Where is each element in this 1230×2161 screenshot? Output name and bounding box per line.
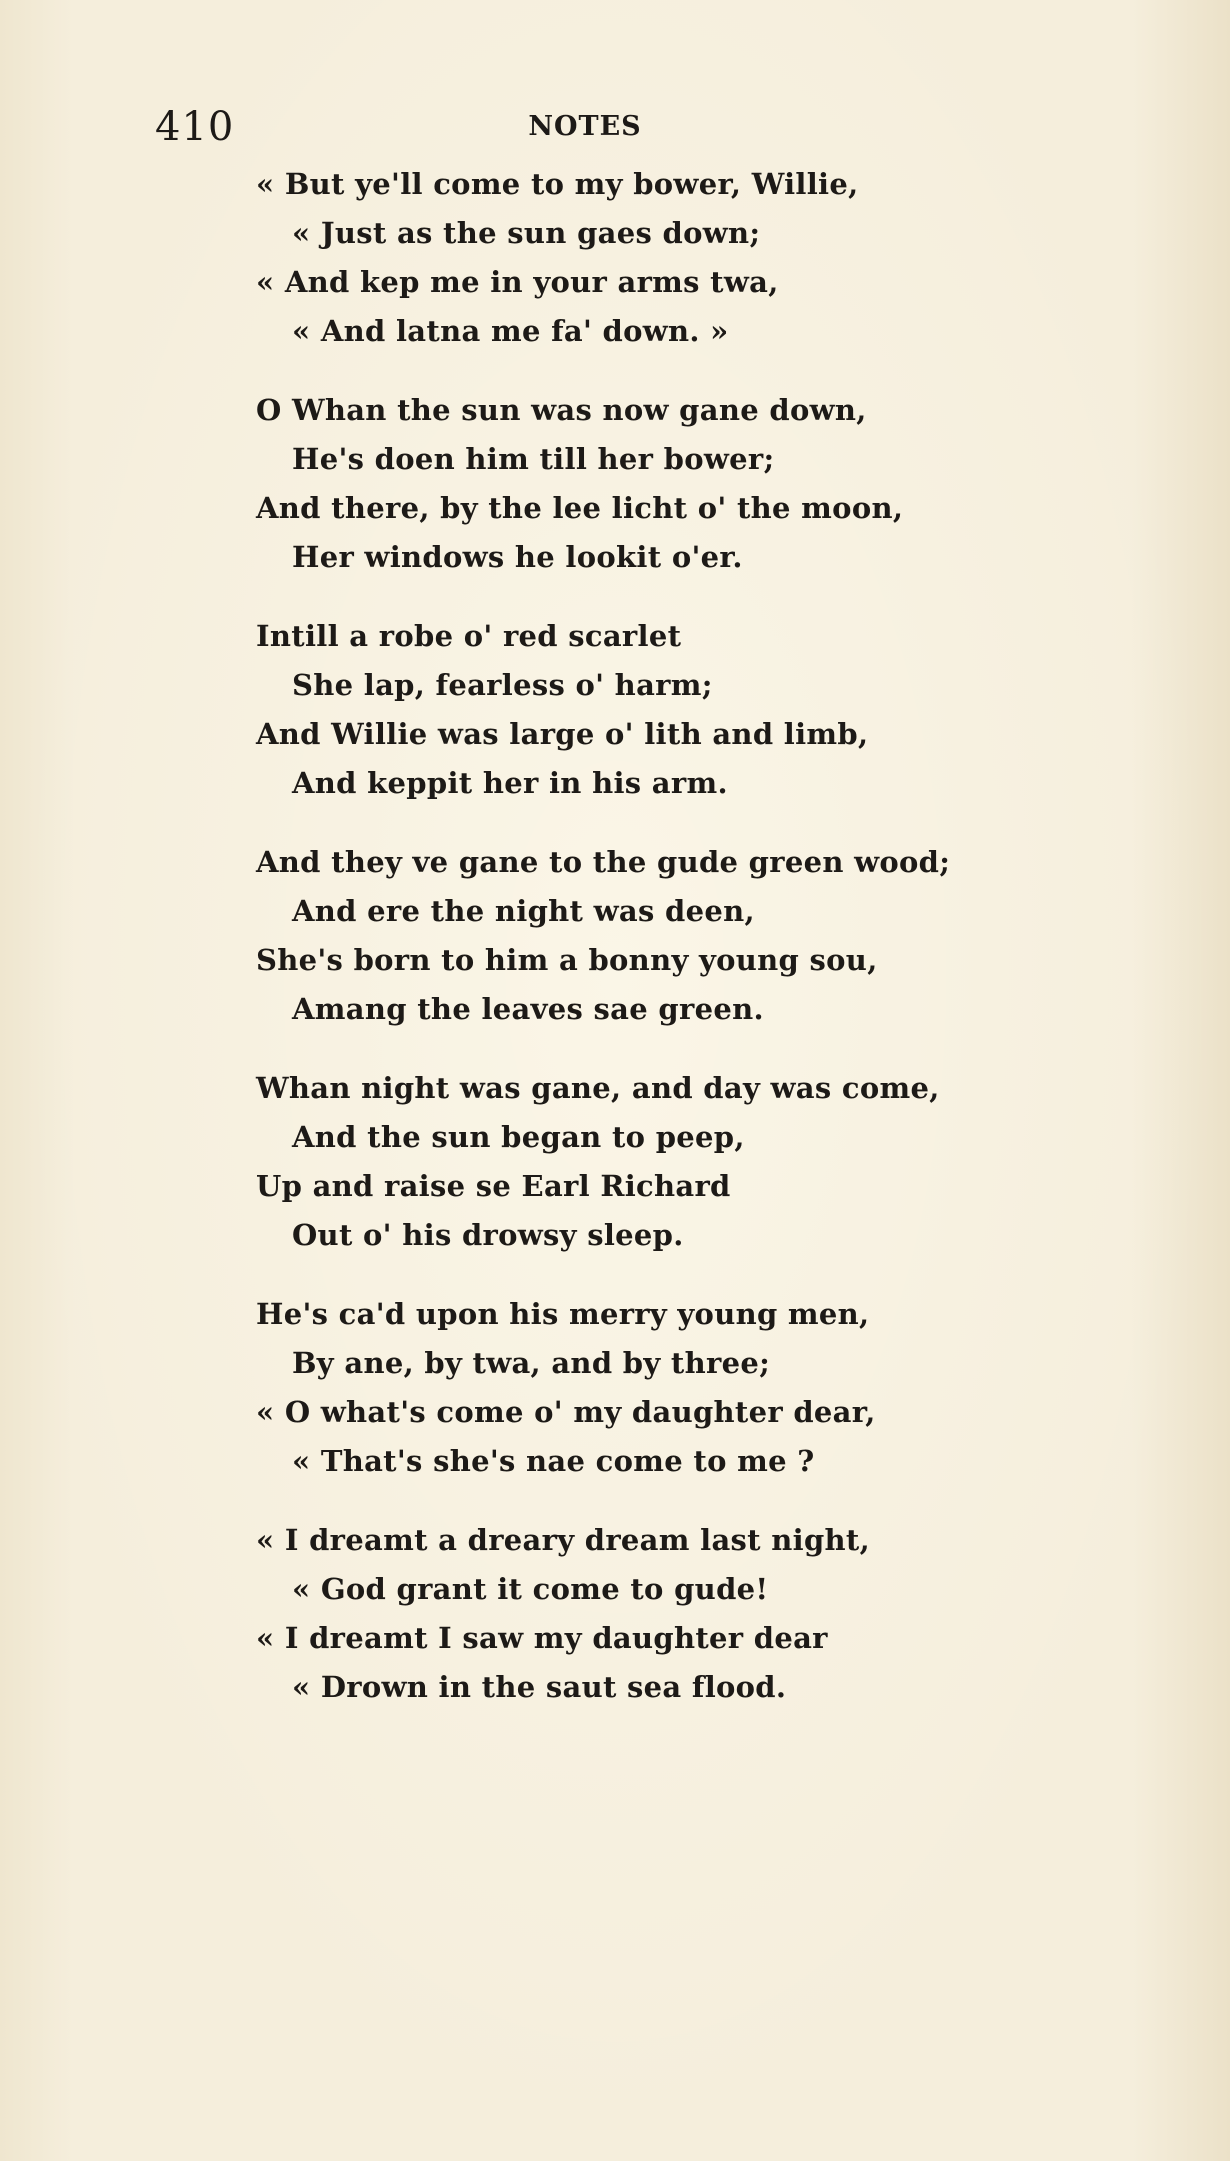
verse-line: He's doen him till her bower;: [292, 442, 775, 476]
verse-line: And ere the night was deen,: [292, 894, 755, 928]
verse-line: And Willie was large o' lith and limb,: [256, 717, 869, 751]
verse-line: « Just as the sun gaes down;: [292, 216, 761, 250]
verse-line: « That's she's nae come to me ?: [292, 1444, 815, 1478]
verse-line: Up and raise se Earl Richard: [256, 1169, 731, 1203]
stanza: [0, 160, 1230, 356]
verse-line: « And kep me in your arms twa,: [256, 265, 779, 299]
verse-line: Intill a robe o' red scarlet: [256, 619, 682, 653]
verse-line: And there, by the lee licht o' the moon,: [256, 491, 904, 525]
verse-line: « I dreamt I saw my daughter dear: [256, 1621, 828, 1655]
stanza: [0, 1290, 1230, 1486]
verse-line: She's born to him a bonny young sou,: [256, 943, 878, 977]
verse-line: « God grant it come to gude!: [292, 1572, 769, 1606]
poem: [0, 160, 1230, 1712]
page-header: [155, 104, 715, 150]
verse-line: He's ca'd upon his merry young men,: [256, 1297, 870, 1331]
stanza: [0, 838, 1230, 1034]
stanza: [0, 1516, 1230, 1712]
verse-line: Whan night was gane, and day was come,: [256, 1071, 940, 1105]
verse-line: Her windows he lookit o'er.: [292, 540, 743, 574]
verse-line: And the sun began to peep,: [292, 1120, 745, 1154]
running-head: NOTES: [528, 111, 642, 142]
page-number: 410: [155, 104, 235, 150]
verse-line: By ane, by twa, and by three;: [292, 1346, 771, 1380]
verse-line: And keppit her in his arm.: [292, 766, 728, 800]
verse-line: She lap, fearless o' harm;: [292, 668, 713, 702]
verse-line: And they ve gane to the gude green wood;: [256, 845, 951, 879]
stanza: [0, 1064, 1230, 1260]
stanza: [0, 386, 1230, 582]
verse-line: « O what's come o' my daughter dear,: [256, 1395, 876, 1429]
verse-line: « Drown in the saut sea flood.: [292, 1670, 787, 1704]
verse-line: O Whan the sun was now gane down,: [256, 393, 867, 427]
verse-line: Out o' his drowsy sleep.: [292, 1218, 684, 1252]
verse-line: « I dreamt a dreary dream last night,: [256, 1523, 871, 1557]
stanza: [0, 612, 1230, 808]
verse-line: « And latna me fa' down. »: [292, 314, 729, 348]
verse-line: Amang the leaves sae green.: [292, 992, 764, 1026]
verse-line: « But ye'll come to my bower, Willie,: [256, 167, 859, 201]
